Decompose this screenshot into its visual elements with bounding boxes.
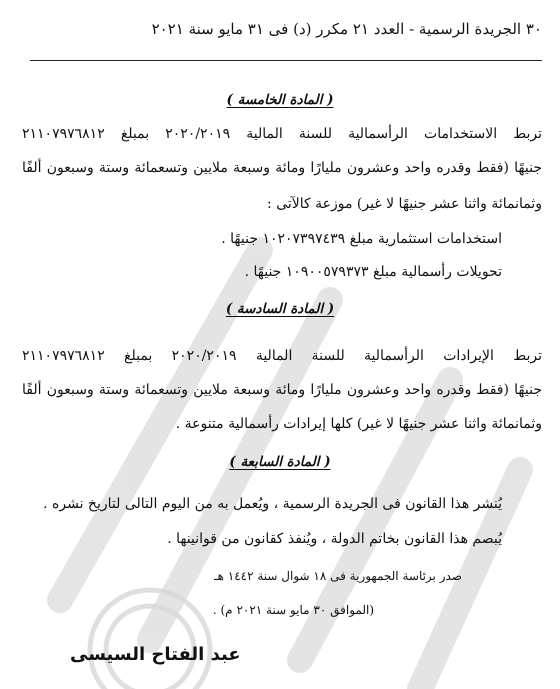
article-7-line-2: يُبصم هذا القانون بخاتم الدولة ، ويُنفذ كقانون من قوانينها . [167,531,502,547]
article-6-line-2: جنيهًا (فقط وقدره واحد وعشرون مليارًا ومائة وسبعة ملايين وتسعمائة وستة وسبعون ألفًا [22,382,542,398]
article-6-line-3: وثمانمائة واثنا عشر جنيهًا لا غير) كلها إيرادات رأسمالية متنوعة . [175,416,542,432]
article-5-line-3: وثمانمائة واثنا عشر جنيهًا لا غير) موزعة كالآتى : [267,196,542,212]
article-5-line-1: تربط الاستخدامات الرأسمالية للسنة المالية ٢٠٢٠/٢٠١٩ بمبلغ ٢١١٠٧٩٧٦٨١٢ [22,126,542,142]
article-5-item-2: تحويلات رأسمالية مبلغ ١٠٩٠٠٥٧٩٣٧٣ جنيهًا . [244,264,502,280]
president-signature: عبد الفتاح السيسى [70,644,241,665]
issuance-line-2: (الموافق ٣٠ مايو سنة ٢٠٢١ م) . [212,603,374,617]
article-5-line-2: جنيهًا (فقط وقدره واحد وعشرون مليارًا ومائة وسبعة ملايين وتسعمائة وستة وسبعون ألفًا [22,160,542,176]
header-rule [30,60,542,61]
article-5-title: ( المادة الخامسة ) [226,92,334,108]
issuance-line-1: صدر برئاسة الجمهورية فى ١٨ شوال سنة ١٤٤٢ هـ [214,569,462,583]
running-header: ٣٠ الجريدة الرسمية - العدد ٢١ مكرر (د) فى ٣١ مايو سنة ٢٠٢١ [151,20,542,38]
article-6-line-1: تربط الإيرادات الرأسمالية للسنة المالية ٢٠٢٠/٢٠١٩ بمبلغ ٢١١٠٧٩٧٦٨١٢ [22,348,542,364]
article-7-title: ( المادة السابعة ) [229,454,331,470]
article-6-title: ( المادة السادسة ) [225,301,335,317]
article-5-item-1: استخدامات استثمارية مبلغ ١٠٢٠٧٣٩٧٤٣٩ جنيهًا . [221,231,502,247]
article-7-line-1: يُنشر هذا القانون فى الجريدة الرسمية ، ويُعمل به من اليوم التالى لتاريخ نشره . [43,496,502,512]
